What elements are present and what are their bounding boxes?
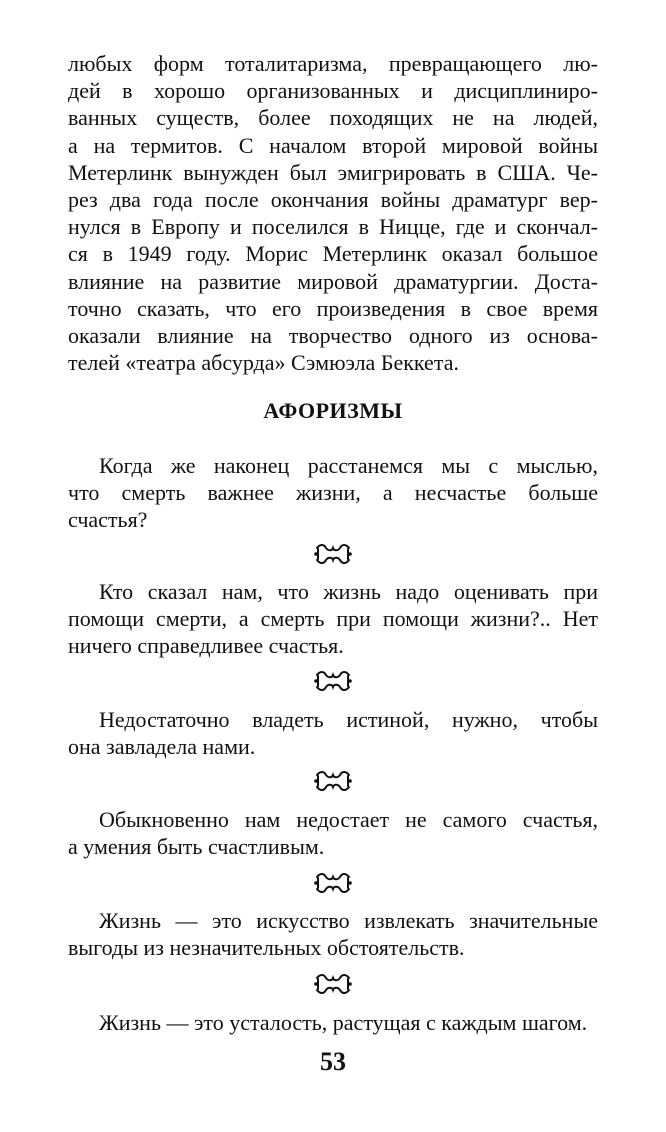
ornament-icon <box>314 543 352 565</box>
text-line: Кто сказал нам, что жизнь надо оценивать при <box>99 579 598 604</box>
text-line: Метерлинк вынужден был эмигрировать в США. Че- <box>68 159 598 185</box>
aphorism <box>68 452 598 533</box>
text-line: телей «театра абсурда» Сэмюэла Беккета. <box>68 350 459 376</box>
text-line: любых форм тоталитаризма, превращающего лю- <box>68 51 598 76</box>
text-line: а умения быть счастливым. <box>68 834 325 859</box>
text-line: а на термитов. С началом второй мировой войны <box>68 132 598 158</box>
text-line: Когда же наконец расстанемся мы с мыслью, <box>99 453 598 478</box>
text-line: нулся в Европу и поселился в Ницце, где и скончал- <box>68 214 598 240</box>
text-line: что смерть важнее жизни, а несчастье больше <box>68 480 598 505</box>
text-line: влияние на развитие мировой драматургии. Доста- <box>68 268 598 294</box>
text-line: Жизнь — это искусство извлекать значительные <box>99 908 598 933</box>
text-line: помощи смерти, а смерть при помощи жизни?.. Нет <box>68 606 598 631</box>
text-line: ся в 1949 году. Морис Метерлинк оказал большое <box>68 241 598 267</box>
ornament-icon <box>314 872 352 894</box>
text-line: Недостаточно владеть истиной, нужно, чтобы <box>99 707 598 732</box>
intro-paragraph <box>68 50 598 376</box>
text-line: ванных существ, более походящих не на людей, <box>68 105 598 131</box>
ornament-icon <box>314 973 352 995</box>
aphorism <box>68 1009 598 1036</box>
text-line: дей в хорошо организованных и дисциплиниро- <box>68 78 598 104</box>
text-line: Жизнь — это усталость, растущая с каждым шагом. <box>99 1010 588 1035</box>
text-line: ничего справедливее счастья. <box>68 633 344 658</box>
ornament-icon <box>314 670 352 692</box>
text-line: Обыкновенно нам недостает не самого счастья, <box>99 807 598 832</box>
page-number: 53 <box>320 1047 346 1076</box>
section-heading: АФОРИЗМЫ <box>263 398 403 423</box>
text-line: она завладела нами. <box>68 734 256 759</box>
aphorism <box>68 806 598 860</box>
text-line: счастья? <box>68 507 148 532</box>
aphorism <box>68 907 598 961</box>
aphorism <box>68 578 598 659</box>
text-line: оказали влияние на творчество одного из основа- <box>68 322 598 348</box>
text-line: выгоды из незначительных обстоятельств. <box>68 935 465 960</box>
aphorism <box>68 706 598 760</box>
text-line: рез два года после окончания войны драматург вер- <box>68 186 598 212</box>
ornament-icon <box>314 770 352 792</box>
text-line: точно сказать, что его произведения в свое время <box>68 295 598 321</box>
